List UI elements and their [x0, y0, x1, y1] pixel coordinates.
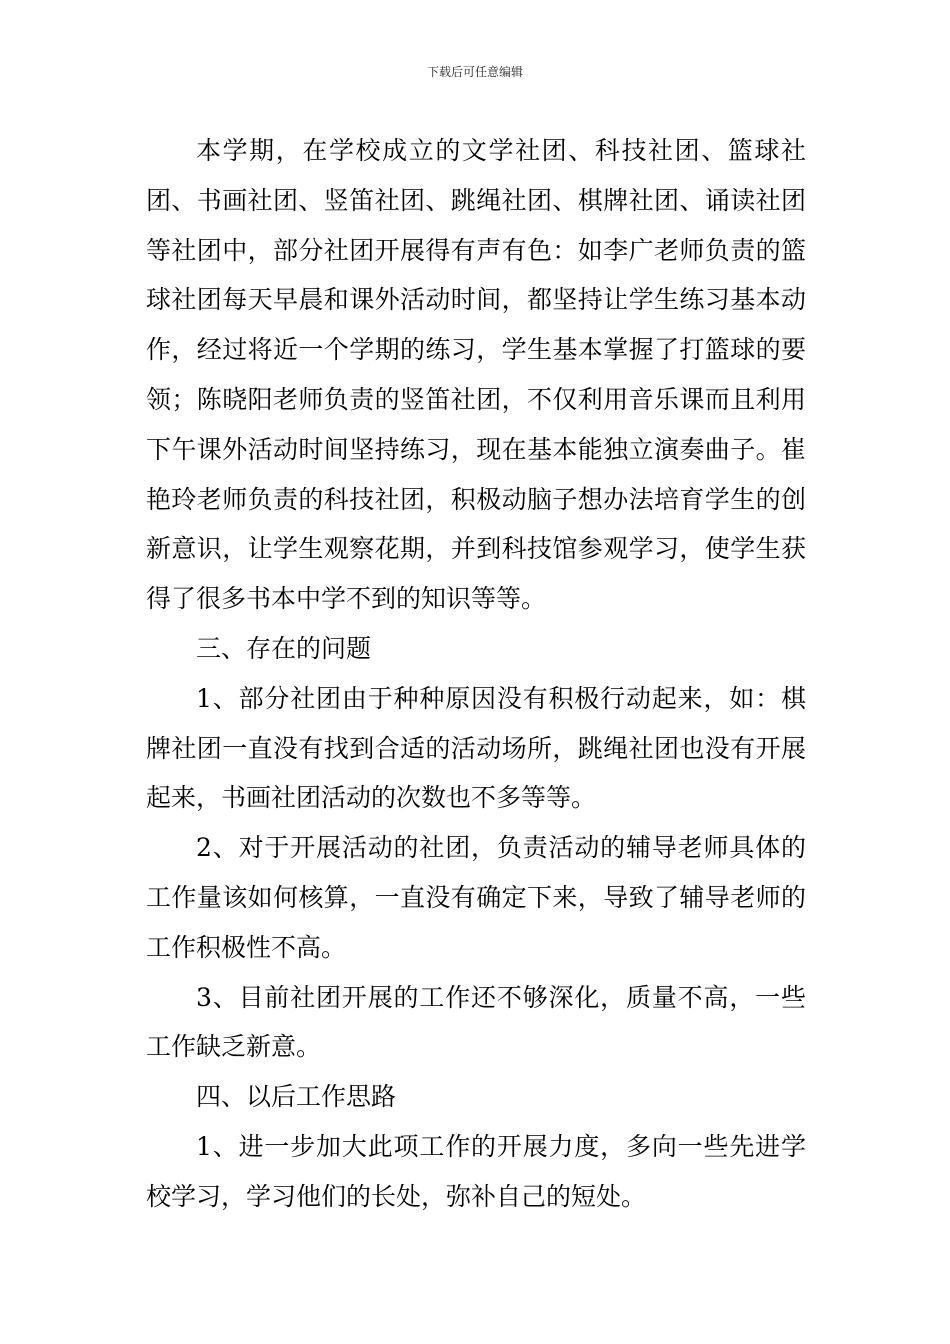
document-body — [146, 126, 806, 1222]
section-heading-problems: 三、存在的问题 — [196, 633, 372, 663]
paragraph-problem-3: 3、目前社团开展的工作还不够深化，质量不高，一些工作缺乏新意。 — [146, 982, 806, 1062]
header-note: 下载后可任意编辑 — [426, 65, 523, 79]
section-heading-future-plans: 四、以后工作思路 — [196, 1082, 397, 1112]
paragraph-problem-2: 2、对于开展活动的社团，负责活动的辅导老师具体的工作量该如何核算，一直没有确定下来，导致了辅导老师的工作积极性不高。 — [146, 833, 806, 962]
paragraph-plan-1: 1、进一步加大此项工作的开展力度，多向一些先进学校学习，学习他们的长处，弥补自己的短处。 — [146, 1131, 806, 1211]
paragraph-problem-1: 1、部分社团由于种种原因没有积极行动起来，如：棋牌社团一直没有找到合适的活动场所，跳绳社团也没有开展起来，书画社团活动的次数也不多等等。 — [146, 683, 806, 813]
paragraph-club-achievements: 本学期，在学校成立的文学社团、科技社团、篮球社团、书画社团、竖笛社团、跳绳社团、棋牌社团、诵读社团等社团中，部分社团开展得有声有色：如李广老师负责的篮球社团每天早晨和课外活动时间，都坚持让学生练习基本动作，经过将近一个学期的练习，学生基本掌握了打篮球的要领；陈晓阳老师负责的竖笛社团，不仅利用音乐课而且利用下午课外活动时间坚持练习，现在基本能独立演奏曲子。崔艳玲老师负责的科技社团，积极动脑子想办法培育学生的创新意识，让学生观察花期，并到科技馆参观学习，使学生获得了很多书本中学不到的知识等等。 — [146, 136, 806, 614]
